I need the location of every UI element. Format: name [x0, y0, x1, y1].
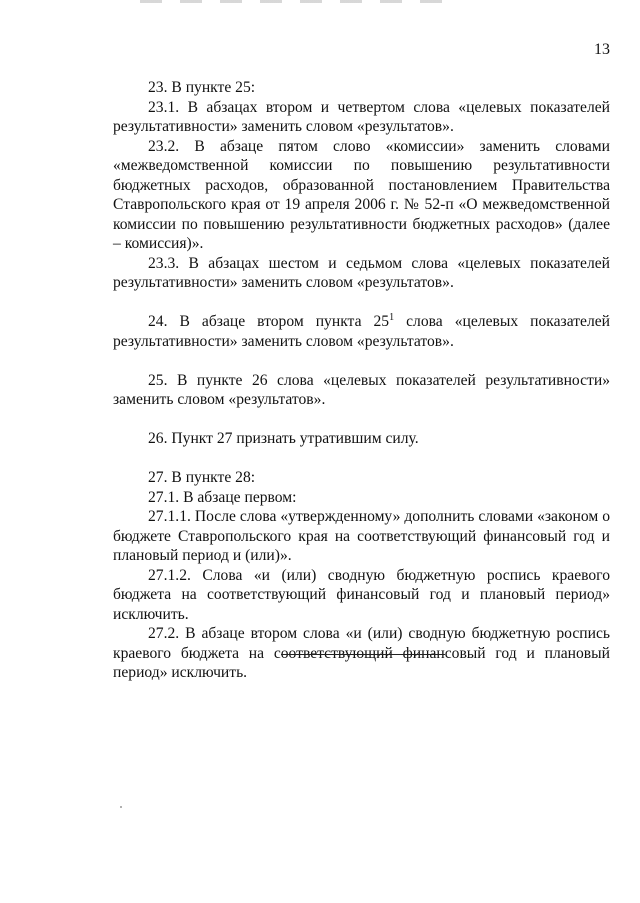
paragraph-27: 27. В пункте 28: — [148, 469, 256, 486]
scan-speck — [120, 806, 122, 808]
paragraph-27-1: 27.1. В абзаце первом: — [148, 488, 297, 506]
page-number: 13 — [594, 41, 610, 58]
document-body — [113, 78, 610, 683]
paragraph-24-superscript: 1 — [389, 311, 395, 323]
paragraph-23-2: 23.2. В абзаце пятом слово «комиссии» заменить словами «межведомственной комиссии по повышению результативности бюджетных расходов, образованной постановлением Правительства Ставропольского края от 19 апреля 2006 г. № 52-п «О межведомственной комиссии по повышению результативности бюджетных расходов» (далее – комиссия)». — [113, 137, 610, 252]
paragraph-25: 25. В пункте 26 слова «целевых показателей результативности» заменить словом «результатов». — [113, 371, 610, 408]
paragraph-23-1: 23.1. В абзацах втором и четвертом слова «целевых показателей результативности» заменить словом «результатов». — [113, 98, 610, 135]
paragraph-23: 23. В пункте 25: — [148, 79, 256, 96]
paragraph-26: 26. Пункт 27 признать утратившим силу. — [148, 430, 419, 447]
paragraph-27-2: 27.2. В абзаце втором слова «и (или) сводную бюджетную роспись краевого бюджета на соответствующий финансовый год и плановый период» исключить. — [113, 625, 610, 681]
closing-rule — [281, 654, 445, 655]
paragraph-24-text-after: слова «целевых показателей результативности» заменить словом «результатов». — [113, 313, 611, 350]
paragraph-27-1-2: 27.1.2. Слова «и (или) сводную бюджетную роспись краевого бюджета на соответствующий финансовый год и плановый период» исключить. — [113, 566, 610, 623]
paragraph-23-3: 23.3. В абзацах шестом и седьмом слова «целевых показателей результативности» заменить словом «результатов». — [113, 254, 610, 291]
paragraph-27-1-1: 27.1.1. После слова «утвержденному» дополнить словами «законом о бюджете Ставропольского края на соответствующий финансовый год и плановый период и (или)». — [113, 508, 610, 564]
paragraph-24-text-before: 24. В абзаце втором пункта 25 — [148, 313, 390, 330]
scan-artifact — [140, 0, 460, 3]
paragraph-24 — [113, 312, 610, 351]
